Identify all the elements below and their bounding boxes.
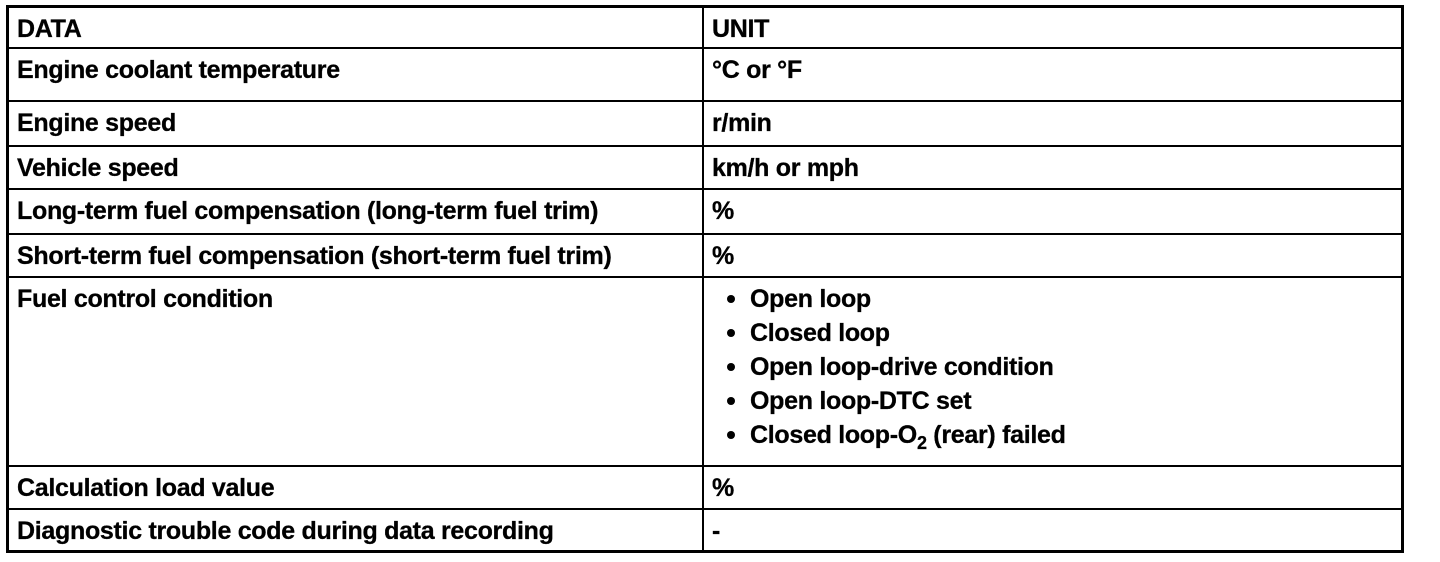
row-data: Short-term fuel compensation (short-term fuel trim) [9,234,703,277]
list-item-text-prefix: Closed loop-O [750,421,917,449]
table-header-row [9,8,1401,48]
list-item-text: Open loop-drive condition [750,353,1054,381]
bullet-icon [727,295,735,303]
list-item-text: Open loop [750,285,871,313]
table-row [9,234,1401,277]
table-row [9,509,1401,553]
bullet-icon [727,397,735,405]
row-unit: % [703,189,1401,234]
list-item [712,418,1393,452]
row-data: Engine speed [9,101,703,146]
row-unit-list-cell [703,277,1401,466]
bullet-icon [727,363,735,371]
table-row [9,277,1401,466]
data-unit-table [9,8,1401,553]
row-unit: r/min [703,101,1401,146]
bullet-icon [727,329,735,337]
list-item [712,316,1393,350]
header-unit: UNIT [703,8,1401,48]
row-unit: - [703,509,1401,553]
list-item-text: Closed loop [750,319,890,347]
row-data: Vehicle speed [9,146,703,189]
row-data: Diagnostic trouble code during data recording [9,509,703,553]
row-data: Calculation load value [9,466,703,509]
table-row [9,466,1401,509]
bullet-icon [727,431,735,439]
list-item [712,282,1393,316]
row-data: Long-term fuel compensation (long-term fuel trim) [9,189,703,234]
table-row [9,146,1401,189]
table-row [9,48,1401,101]
list-item [712,384,1393,418]
row-unit: % [703,466,1401,509]
fuel-condition-list [712,282,1393,452]
list-item-text-suffix: (rear) failed [926,421,1066,449]
row-unit: °C or °F [703,48,1401,101]
header-data: DATA [9,8,703,48]
list-item [712,350,1393,384]
subscript-2: 2 [916,433,927,453]
list-item-text: Open loop-DTC set [750,387,972,415]
row-unit: km/h or mph [703,146,1401,189]
row-data: Fuel control condition [9,277,703,466]
table-row [9,101,1401,146]
table-row [9,189,1401,234]
row-data: Engine coolant temperature [9,48,703,101]
row-unit: % [703,234,1401,277]
